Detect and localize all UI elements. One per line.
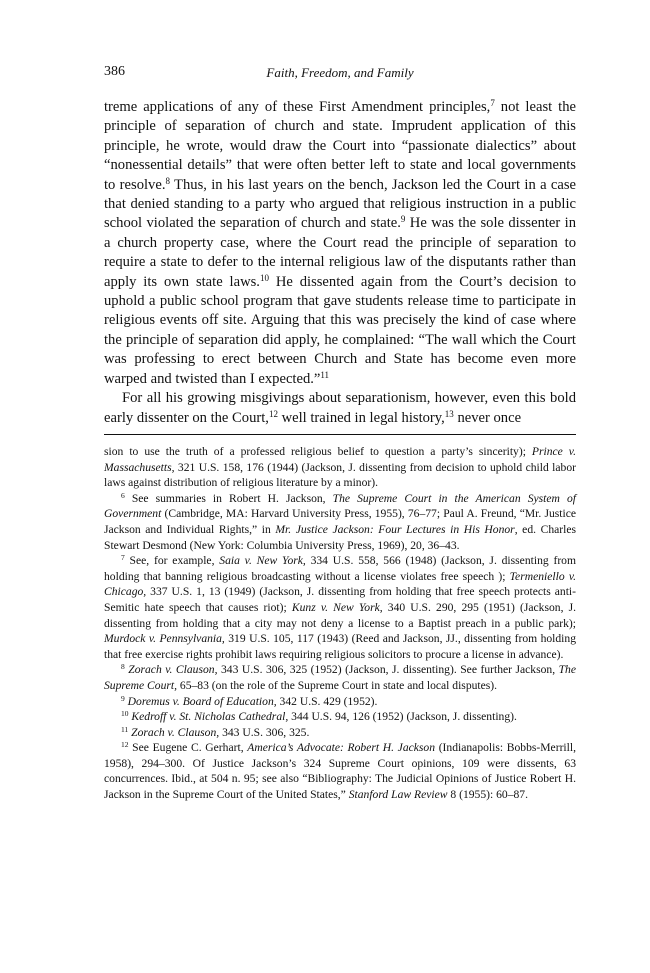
book-title: America’s Advocate: Robert H. Jackson [247,741,436,755]
text-segment: never once [453,409,522,426]
case-name: Kunz v. New York, [291,600,383,614]
text-segment: He was the sole dissenter in a church property case, where the Court read the principle of separation to require a state to defer to the internal religious law of the disputants rather than apply its own state laws. [104,215,576,290]
footnote-ref: 9 [400,214,406,225]
footnote-10 [104,709,576,725]
text-segment: 65–83 (on the role of the Supreme Court in state and local disputes). [177,678,498,692]
text-segment: sion to use the truth of a professed religious belief to question a party’s sincerity); [104,445,532,458]
footnote-ref: 8 [165,175,170,186]
case-name: Kedroff v. St. Nicholas Cathedral, [131,710,289,724]
text-segment: 321 U.S. 158, 176 (1944) (Jackson, J. dissenting from decision to uphold child labor laws against distribution of religious literature by a minor). [104,460,576,490]
footnote-7 [104,553,576,662]
text-segment: , ed. Charles Stewart Desmond (New York: Columbia University Press, 1969), 20, 36–43. [104,522,577,552]
case-name: Murdock v. Pennsylvania, [104,632,225,646]
footnote-number: 8 [121,662,125,672]
book-title: The Supreme Court in the American System of Government [104,491,576,521]
footnote-number: 12 [121,740,129,750]
text-segment: 342 U.S. 429 (1952). [276,694,378,708]
text-segment: 343 U.S. 306, 325. [219,725,310,739]
book-title: The Supreme Court, [104,663,576,692]
text-segment: (Indianapolis: Bobbs-Merrill, 1958), 294–300. Of Justice Jackson’s 324 Supreme Court opinions, 109 were dissents, 63 concurrences. Ibid., at 504 n. 95; see also “Bibliography: The Judicial Opinions of Justice Robert H. Jackson in the Supreme Court of the United States,” [104,741,576,802]
footnote-ref: 10 [259,272,269,283]
footnote-9 [104,694,576,710]
footnotes [104,444,576,803]
text-segment: For all his growing misgivings about separationism, however, even this bold early dissenter on the Court, [104,390,576,426]
paragraph [104,98,576,389]
text-segment: See Eugene C. Gerhart, [128,741,248,755]
footnote-ref: 13 [444,408,454,419]
footnote-number: 11 [121,724,129,734]
text-segment: See, for example, [124,554,220,568]
footnote-continuation [104,444,576,491]
case-name: Doremus v. Board of Education, [127,694,277,708]
text-segment: (Cambridge, MA: Harvard University Press, 1955), 76–77; Paul A. Freund, “Mr. Justice Jackson and Individual Rights,” in [104,507,576,536]
footnote-number: 9 [121,693,125,703]
text-segment: 337 U.S. 1, 13 (1949) (Jackson, J. dissenting from holding that free speech protects anti-Semitic hate speech that causes riot); [104,585,576,614]
paragraph [104,389,576,428]
footnote-number: 6 [121,490,125,500]
footnote-6 [104,491,576,553]
text-segment: 319 U.S. 105, 117 (1943) (Reed and Jackson, JJ., dissenting from holding that free exercise rights prohibit laws requiring religious solicitors to procure a license in advance). [104,632,576,661]
footnote-number: 7 [121,553,125,563]
case-name: Prince v. Massachusetts, [104,445,576,474]
footnote-8 [104,662,576,693]
text-segment: 344 U.S. 94, 126 (1952) (Jackson, J. dissenting). [288,710,517,724]
case-name: Saia v. New York, [219,554,306,568]
footnote-number: 10 [121,709,129,719]
text-segment: 334 U.S. 558, 566 (1948) (Jackson, J. dissenting from holding that banning religious broadcasting without a license violates free speech ); [104,554,576,583]
page-header [104,64,576,82]
case-name: Termeniello v. Chicago, [104,569,577,599]
footnote-divider [104,434,576,435]
book-title: Mr. Justice Jackson: Four Lectures in His Honor [275,522,515,536]
footnote-ref: 12 [268,408,278,419]
footnote-11 [104,725,576,741]
case-name: Zorach v. Clauson, [131,725,220,739]
text-segment: well trained in legal history, [277,409,445,426]
case-name: Zorach v. Clauson, [128,663,218,677]
footnote-ref: 7 [490,98,495,108]
text-segment: See summaries in Robert H. Jackson, [124,491,333,505]
text-segment: treme applications of any of these First Amendment principles, [104,99,491,115]
text-segment: 340 U.S. 290, 295 (1951) (Jackson, J. dissenting from holding that a city may not deny a license to a Baptist preach in a public park); [104,600,577,630]
footnote-ref: 11 [320,369,330,380]
journal-title: Stanford Law Review [348,788,448,802]
main-text [104,98,576,428]
page-number: 386 [104,64,125,79]
running-title: Faith, Freedom, and Family [266,65,414,80]
text-segment: Thus, in his last years on the bench, Jackson led the Court in a case that denied standing to a party who argued that religious instruction in a public school violated the separation of church and state. [104,176,576,232]
text-segment: not least the principle of separation of church and state. Imprudent application of this principle, he wrote, would draw the Court into “passionate dialectics” about “nonessential details” that were often better left to state and local governments to resolve. [104,99,576,193]
text-segment: He dissented again from the Court’s decision to uphold a public school program that gave students release time to participate in religious events off site. Arguing that this was precisely the kind of case where the principle of separation did apply, he complained: “The wall which the Court was professing to erect between Church and State has become even more warped and twisted than I expected.” [104,273,576,387]
text-segment: 8 (1955): 60–87. [447,788,528,802]
footnote-12 [104,740,576,802]
text-segment: 343 U.S. 306, 325 (1952) (Jackson, J. dissenting). See further Jackson, [217,663,559,677]
